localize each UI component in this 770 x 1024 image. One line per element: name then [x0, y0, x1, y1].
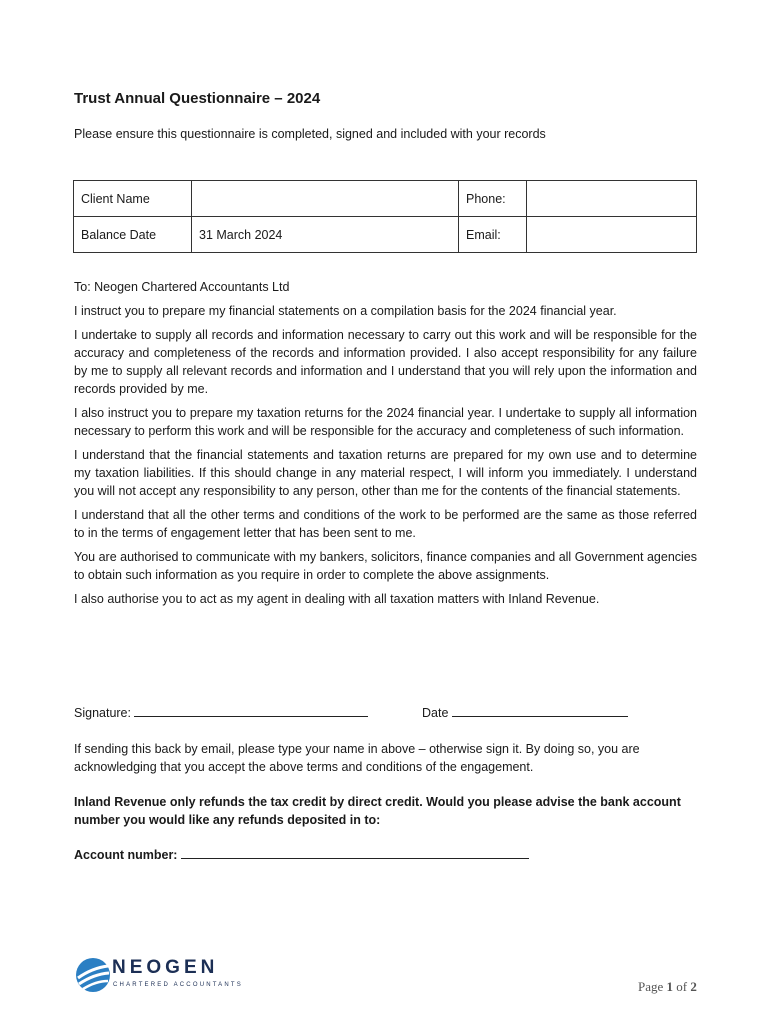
signature-label: Signature:	[74, 706, 131, 720]
account-number-line[interactable]	[181, 846, 529, 859]
paragraph-terms: I understand that all the other terms and conditions of the work to be performed are the same as those referred to in the terms of engagement letter that has been sent to me.	[74, 508, 697, 540]
page-mid: of	[673, 979, 691, 994]
brand-tagline: CHARTERED ACCOUNTANTS	[113, 982, 243, 988]
email-instructions: If sending this back by email, please type your name in above – otherwise sign it. By doing so, you are acknowledging that you accept the above terms and conditions of the engagement.	[74, 742, 640, 774]
table-row	[74, 181, 697, 217]
paragraph-agent: I also authorise you to act as my agent in dealing with all taxation matters with Inland Revenue.	[74, 592, 600, 606]
client-name-label: Client Name	[74, 181, 192, 217]
signature-line[interactable]	[134, 704, 368, 717]
bank-refund-note: Inland Revenue only refunds the tax credit by direct credit. Would you please advise the bank account number you would like any refunds deposited in to:	[74, 795, 681, 827]
page-title: Trust Annual Questionnaire – 2024	[74, 90, 321, 107]
client-info-table	[73, 180, 697, 253]
intro-text: Please ensure this questionnaire is completed, signed and included with your records	[74, 127, 546, 141]
balance-date-label: Balance Date	[74, 217, 192, 253]
account-number-row	[74, 846, 529, 862]
client-name-field[interactable]	[192, 181, 459, 217]
paragraph-authorisation: You are authorised to communicate with my bankers, solicitors, finance companies and all Government agencies to obtain such information as you require in order to complete the above assignments.	[74, 550, 697, 582]
page-number	[638, 979, 697, 995]
paragraph-tax-returns: I also instruct you to prepare my taxation returns for the 2024 financial year. I undertake to supply all information necessary to perform this work and will be responsible for the accuracy and completeness of such information.	[74, 406, 697, 438]
email-label: Email:	[459, 217, 527, 253]
date-row	[422, 704, 628, 720]
page-prefix: Page	[638, 979, 667, 994]
page-total: 2	[690, 979, 697, 994]
phone-field[interactable]	[527, 181, 697, 217]
paragraph-undertaking: I undertake to supply all records and information necessary to carry out this work and will be responsible for the accuracy and completeness of the records and information provided. I also accept responsibility for any failure by me to supply all relevant records and information and I understand that you will rely upon the information and records provided by me.	[74, 328, 697, 396]
paragraph-purpose: I understand that the financial statements and taxation returns are prepared for my own use and to determine my taxation liabilities. If this should change in any material respect, I will inform you immediately. I understand you will not accept any responsibility to any person, other than me for the contents of the financial statements.	[74, 448, 697, 498]
signature-row	[74, 704, 368, 720]
date-label: Date	[422, 706, 449, 720]
addressee: To: Neogen Chartered Accountants Ltd	[74, 280, 290, 294]
brand-name: NEOGEN	[112, 957, 219, 978]
date-line[interactable]	[452, 704, 628, 717]
paragraph-instruction: I instruct you to prepare my financial statements on a compilation basis for the 2024 financial year.	[74, 304, 617, 318]
table-row	[74, 217, 697, 253]
phone-label: Phone:	[459, 181, 527, 217]
email-field[interactable]	[527, 217, 697, 253]
account-number-label: Account number:	[74, 848, 178, 862]
page-current: 1	[666, 979, 674, 994]
engagement-body	[74, 278, 697, 614]
balance-date-value[interactable]: 31 March 2024	[192, 217, 459, 253]
